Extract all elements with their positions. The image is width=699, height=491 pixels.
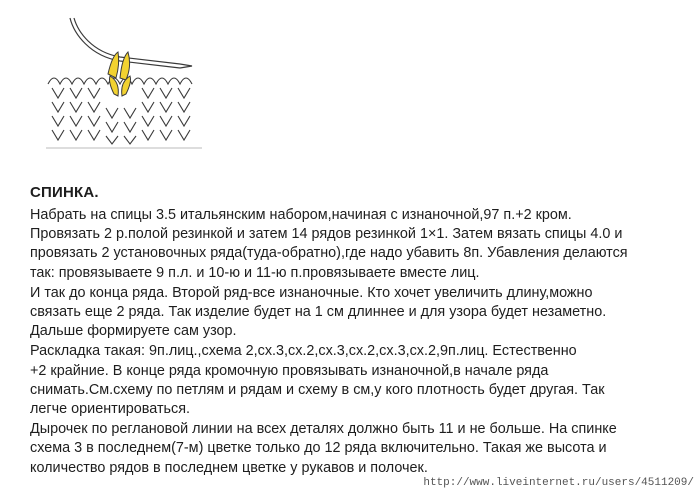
knitting-needle bbox=[70, 18, 192, 68]
text-line: схема 3 в последнем(7-м) цветке только до 12 ряда включительно. Такая же высота и bbox=[30, 440, 607, 457]
section-heading: СПИНКА. bbox=[30, 184, 99, 201]
text-line: И так до конца ряда. Второй ряд-все изнаночные. Кто хочет увеличить длину,можно bbox=[30, 284, 593, 301]
text-line: Дырочек по реглановой линии на всех деталях должно быть 11 и не больше. На спинке bbox=[30, 421, 617, 438]
document-body bbox=[30, 184, 694, 478]
text-line: легче ориентироваться. bbox=[30, 401, 191, 418]
text-line: +2 крайние. В конце ряда кромочную провязывать изнаночной,в начале ряда bbox=[30, 362, 549, 379]
text-line: Дальше формируете сам узор. bbox=[30, 323, 237, 340]
text-line: количество рядов в последнем цветке у рукавов и полочек. bbox=[30, 459, 428, 476]
text-line: провязать 2 установочных ряда(туда-обратно),где надо убавить 8п. Убавления делаются bbox=[30, 245, 628, 262]
watermark-url: http://www.liveinternet.ru/users/4511209/ bbox=[423, 477, 694, 489]
text-line: снимать.См.схему по петлям и рядам и схему в см,у кого плотность будет другая. Так bbox=[30, 381, 605, 398]
text-line: Провязать 2 р.полой резинкой и затем 14 рядов резинкой 1×1. Затем вязать спицы 4.0 и bbox=[30, 226, 623, 243]
text-line: Раскладка такая: 9п.лиц.,схема 2,сх.3,сх.2,сх.3,сх.2,сх.3,сх.2,9п.лиц. Естественно bbox=[30, 343, 577, 360]
text-line: Набрать на спицы 3.5 итальянским набором,начиная с изнаночной,97 п.+2 кром. bbox=[30, 207, 572, 223]
paragraph-3 bbox=[30, 342, 694, 419]
text-line: связать еще 2 ряда. Так изделие будет на 1 см длиннее и для узора будет незаметно. bbox=[30, 304, 607, 321]
knitting-diagram-illustration bbox=[30, 16, 220, 166]
paragraph-4 bbox=[30, 420, 694, 478]
paragraph-1 bbox=[30, 206, 694, 283]
paragraph-2 bbox=[30, 284, 694, 342]
text-line: так: провязываете 9 п.л. и 10-ю и 11-ю п.провязываете вместе лиц. bbox=[30, 264, 480, 281]
